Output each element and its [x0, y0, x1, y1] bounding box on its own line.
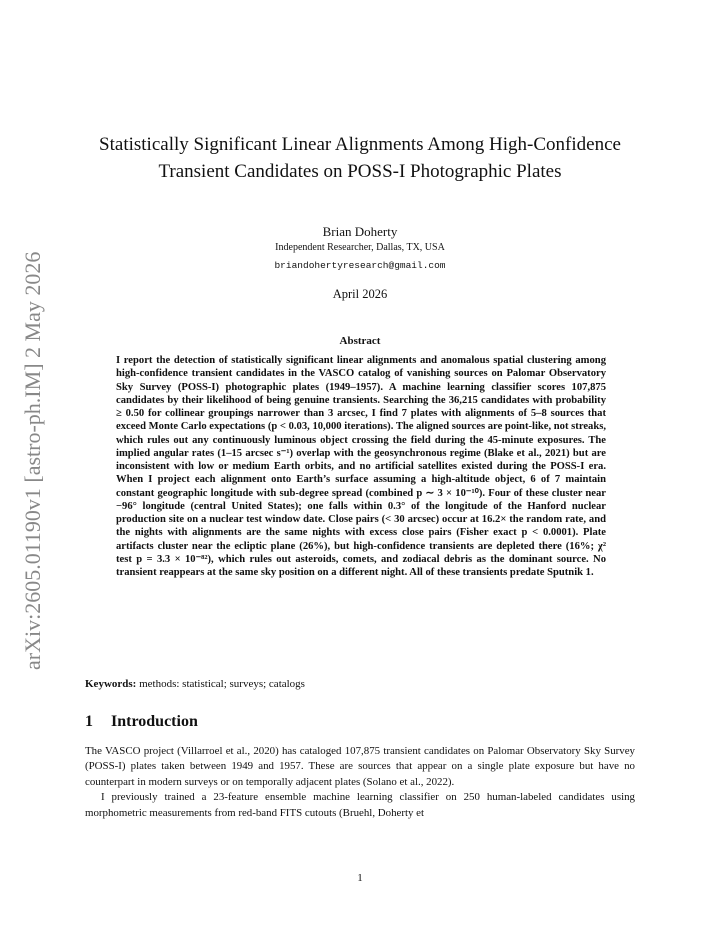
keywords-text: methods: statistical; surveys; catalogs	[139, 678, 305, 690]
page-number: 1	[357, 872, 363, 884]
paragraph: The VASCO project (Villarroel et al., 2020) has cataloged 107,875 transient candidates on Palomar Observatory Sky Survey (POSS-I) plates taken between 1949 and 1957. These are sources that appear on a single plate exposure but have no counterpart in modern surveys or on temporally adjacent plates (Solano et al., 2022).	[85, 745, 635, 788]
paper-date: April 2026	[332, 287, 388, 301]
section-heading	[85, 713, 198, 731]
author-affiliation: Independent Researcher, Dallas, TX, USA	[275, 242, 445, 253]
paper-title: Statistically Significant Linear Alignments Among High-Confidence Transient Candidates on POSS-I Photographic Plates	[99, 134, 621, 182]
section-number: 1	[85, 713, 93, 730]
author-email[interactable]: briandohertyresearch@gmail.com	[274, 260, 446, 271]
abstract-heading: Abstract	[339, 335, 381, 347]
arxiv-stamp-text: arXiv:2605.01190v1 [astro-ph.IM] 2 May 2026	[20, 251, 45, 670]
keywords-label: Keywords:	[85, 678, 137, 690]
abstract-body: I report the detection of statistically significant linear alignments and anomalous spatial clustering among high-confidence transient candidates in the VASCO catalog of vanishing sources on Palomar Observatory Sky Survey (POSS-I) photographic plates (1949–1957). A machine learning classifier scores 107,875 candidates by their likelihood of being genuine transients. Searching the 36,215 candidates with probability ≥ 0.50 for collinear groupings narrower than 3 arcsec, I find 7 plates with alignments of 5–8 sources that exceed Monte Carlo expectations (p < 0.03, 10,000 iterations). The aligned sources are point-like, not streaks, which rules out any continuously luminous object crossing the field during the 45-minute exposures. The implied angular rates (1–15 arcsec s⁻¹) overlap with the geosynchronous regime (Blake et al., 2021) but are inconsistent with low or medium Earth orbits, and no artificial satellites existed during the POSS-I era. When I project each alignment onto Earth’s surface assuming a high-altitude object, 6 of 7 maintain constant geographic longitude with sub-degree spread (combined p ∼ 3 × 10⁻¹⁰). Four of these cluster near −96° longitude (central United States); one falls within 0.3° of the longitude of the Hanford nuclear production site on a nuclear test window date. Close pairs (< 30 arcsec) occur at 16.2× the random rate, and the nights with alignments are the same nights with excess close pairs (Fisher exact p < 0.0001). Plate artifacts cluster near the ecliptic plane (26%), but high-confidence transients are depleted there (16%; χ² test p = 3.3 × 10⁻⁸²), which rules out asteroids, comets, and zodiacal debris as the dominant source. No transient reappears at the same sky position on a different night. All of these transients predate Sputnik 1.	[116, 355, 606, 578]
keywords-line	[85, 678, 645, 690]
author-name: Brian Doherty	[322, 224, 398, 239]
section-body	[85, 744, 635, 821]
paragraph: I previously trained a 23-feature ensemble machine learning classifier on 250 human-labeled candidates using morphometric measurements from red-band FITS cutouts (Bruehl, Doherty et	[85, 791, 635, 819]
section-title: Introduction	[111, 713, 198, 730]
